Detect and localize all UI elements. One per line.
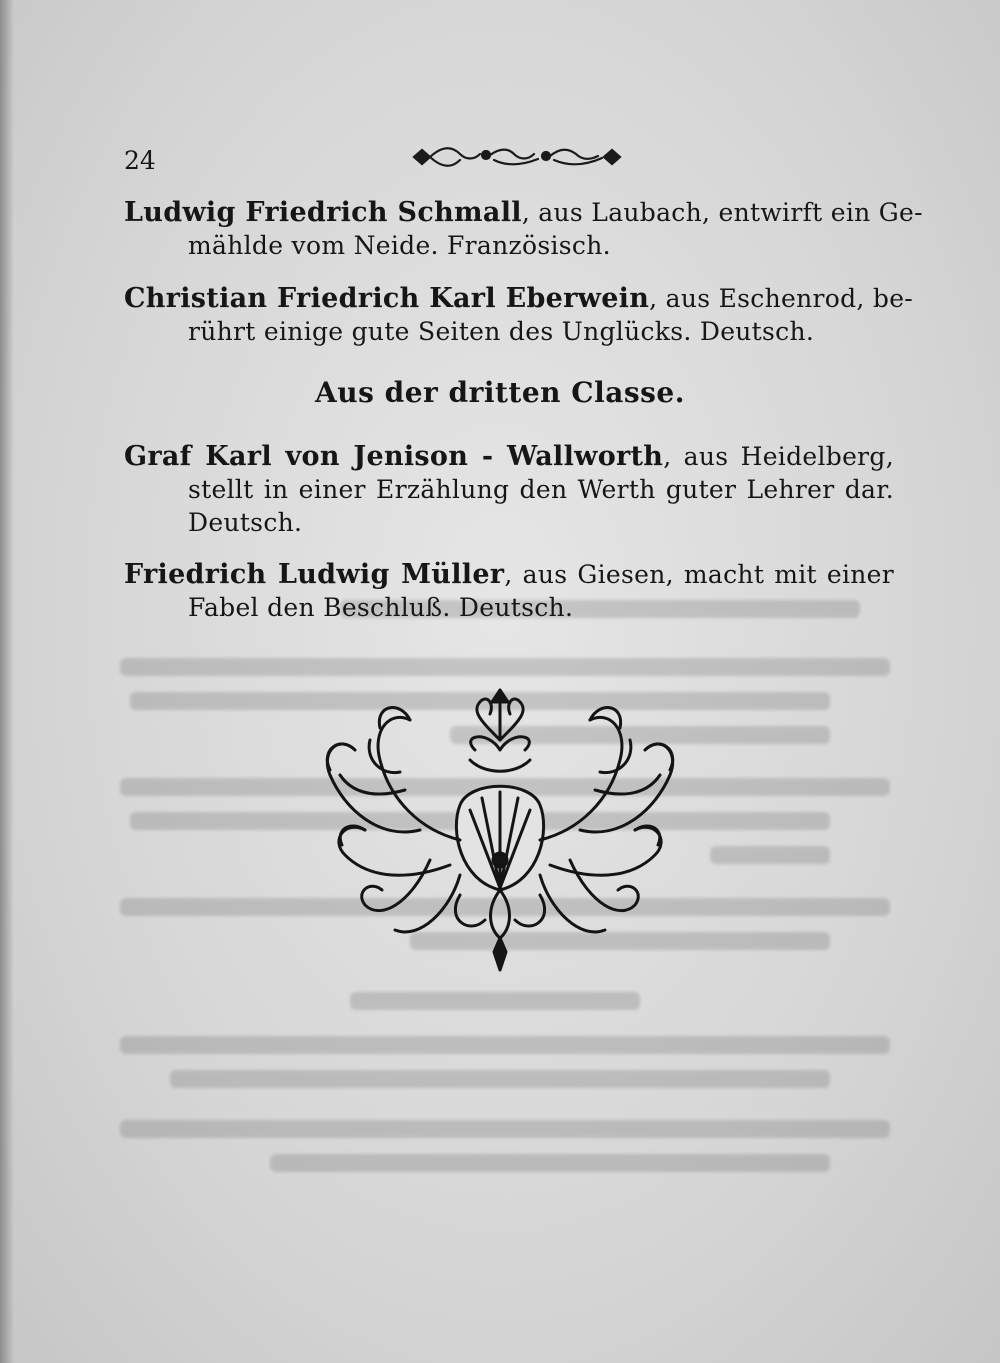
entry-line-1-rest: , aus Laubach, entwirft ein Ge- bbox=[521, 198, 923, 227]
floral-shell-tailpiece-icon bbox=[310, 680, 690, 990]
entry-line-1 bbox=[124, 196, 923, 229]
entry-eberwein bbox=[124, 282, 914, 348]
entry-line-1-rest: , aus Heidelberg, bbox=[663, 442, 894, 471]
entry-line-1-rest: , aus Eschenrod, be- bbox=[649, 284, 914, 313]
entry-line-3: Deutsch. bbox=[188, 508, 303, 537]
entry-line-2: Fabel den Beschluß. Deutsch. bbox=[188, 593, 574, 622]
scroll-rule-ornament-icon bbox=[408, 142, 626, 172]
entry-line-2: rührt einige gute Seiten des Unglücks. Deutsch. bbox=[188, 317, 815, 346]
entry-line-1 bbox=[124, 558, 894, 591]
page-number: 24 bbox=[124, 146, 156, 175]
entry-name: Ludwig Friedrich Schmall bbox=[124, 197, 522, 228]
entry-name: Graf Karl von Jenison - Wallworth bbox=[124, 441, 664, 472]
entry-mueller bbox=[124, 558, 894, 624]
entry-line-1 bbox=[124, 440, 894, 473]
entry-line-2: mählde vom Neide. Französisch. bbox=[188, 231, 611, 260]
entry-name: Friedrich Ludwig Müller bbox=[124, 559, 505, 590]
entry-line-2: stellt in einer Erzählung den Werth guter Lehrer dar. bbox=[188, 475, 894, 504]
entry-schmall bbox=[124, 196, 923, 262]
entry-line-1 bbox=[124, 282, 914, 315]
entry-jenison bbox=[124, 440, 894, 539]
entry-name: Christian Friedrich Karl Eberwein bbox=[124, 283, 650, 314]
entry-line-1-rest: , aus Giesen, macht mit einer bbox=[504, 560, 894, 589]
page-edge-shadow bbox=[0, 0, 14, 1363]
section-heading: Aus der dritten Classe. bbox=[315, 376, 685, 409]
